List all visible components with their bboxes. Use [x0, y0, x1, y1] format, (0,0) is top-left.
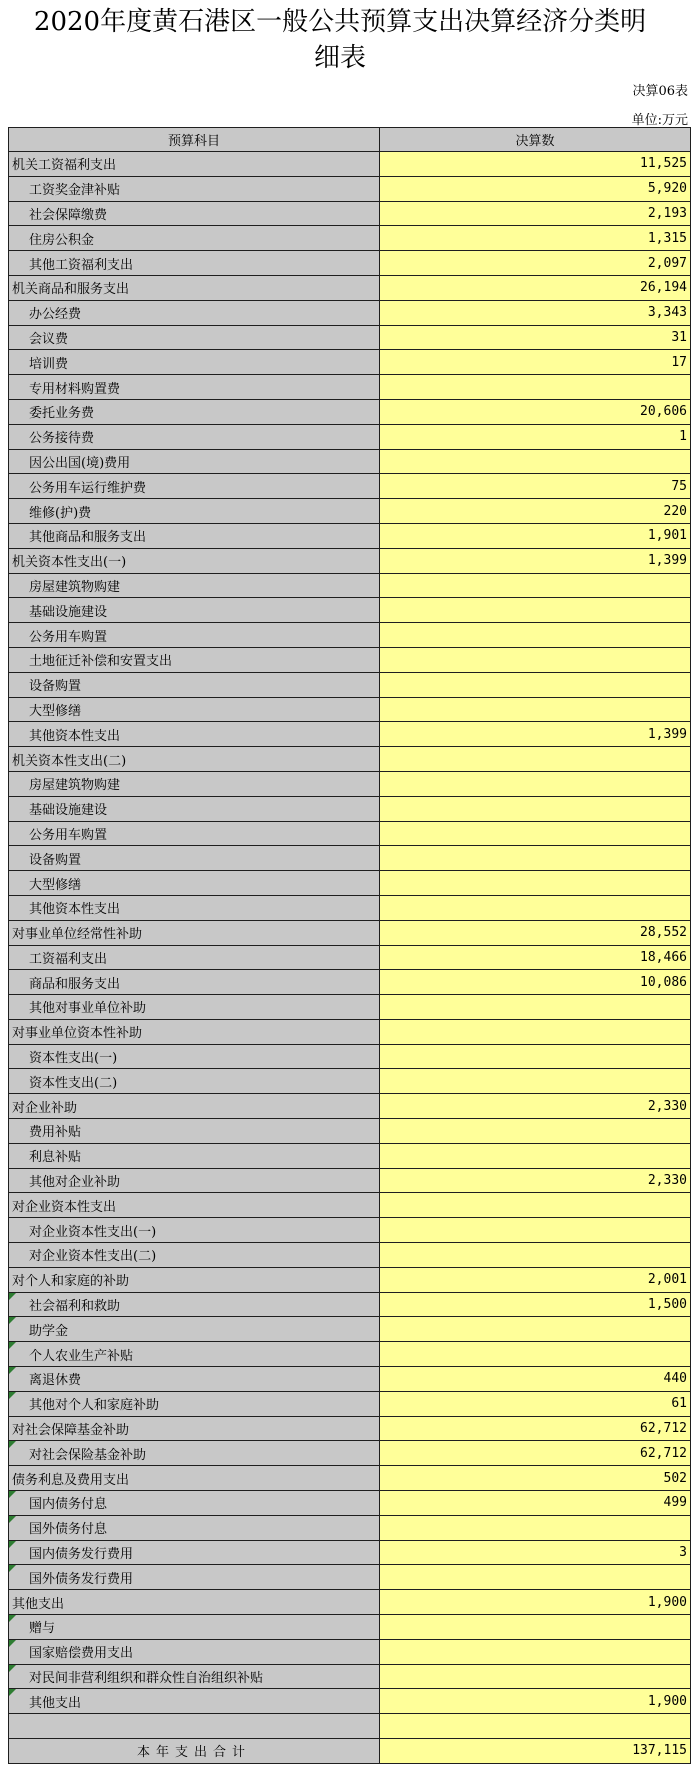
row-amount — [380, 672, 691, 697]
table-row — [9, 1515, 691, 1540]
row-subject: 住房公积金 — [9, 226, 380, 251]
table-row — [9, 424, 691, 449]
table-row — [9, 1119, 691, 1144]
table-row — [9, 1714, 691, 1739]
row-subject: 委托业务费 — [9, 399, 380, 424]
table-row — [9, 226, 691, 251]
table-row — [9, 1069, 691, 1094]
row-amount: 2,097 — [380, 251, 691, 276]
table-row — [9, 1540, 691, 1565]
row-amount — [380, 375, 691, 400]
table-row — [9, 871, 691, 896]
row-amount: 2,001 — [380, 1267, 691, 1292]
row-subject: 公务接待费 — [9, 424, 380, 449]
row-amount — [380, 1119, 691, 1144]
table-row — [9, 821, 691, 846]
row-amount: 28,552 — [380, 920, 691, 945]
row-subject: 费用补贴 — [9, 1119, 380, 1144]
table-row — [9, 499, 691, 524]
table-row — [9, 970, 691, 995]
total-label: 本年支出合计 — [9, 1739, 380, 1764]
row-amount — [380, 1342, 691, 1367]
row-amount — [380, 573, 691, 598]
row-subject: 基础设施建设 — [9, 796, 380, 821]
row-amount: 1,901 — [380, 523, 691, 548]
row-amount: 62,712 — [380, 1441, 691, 1466]
table-header-row — [9, 128, 691, 152]
row-amount — [380, 1615, 691, 1640]
row-subject: 对社会保障基金补助 — [9, 1416, 380, 1441]
row-amount — [380, 647, 691, 672]
row-amount — [380, 1664, 691, 1689]
row-subject: 因公出国(境)费用 — [9, 449, 380, 474]
row-amount: 5,920 — [380, 176, 691, 201]
row-subject: 资本性支出(二) — [9, 1069, 380, 1094]
table-row — [9, 1689, 691, 1714]
table-row — [9, 474, 691, 499]
row-subject: 商品和服务支出 — [9, 970, 380, 995]
row-subject: 对事业单位资本性补助 — [9, 1019, 380, 1044]
row-amount: 1,900 — [380, 1590, 691, 1615]
row-amount: 75 — [380, 474, 691, 499]
row-subject: 国家赔偿费用支出 — [9, 1639, 380, 1664]
table-row — [9, 1466, 691, 1491]
table-row — [9, 771, 691, 796]
row-subject: 离退休费 — [9, 1367, 380, 1392]
row-amount: 502 — [380, 1466, 691, 1491]
row-amount: 18,466 — [380, 945, 691, 970]
row-subject: 土地征迁补偿和安置支出 — [9, 647, 380, 672]
table-row — [9, 275, 691, 300]
table-row — [9, 325, 691, 350]
total-row — [9, 1739, 691, 1764]
row-amount: 1,399 — [380, 548, 691, 573]
row-amount: 220 — [380, 499, 691, 524]
row-subject: 债务利息及费用支出 — [9, 1466, 380, 1491]
table-row — [9, 1664, 691, 1689]
row-subject: 社会福利和救助 — [9, 1292, 380, 1317]
row-amount — [380, 821, 691, 846]
row-subject: 其他对个人和家庭补助 — [9, 1391, 380, 1416]
row-amount: 10,086 — [380, 970, 691, 995]
row-amount: 20,606 — [380, 399, 691, 424]
row-subject: 房屋建筑物购建 — [9, 771, 380, 796]
row-amount — [380, 1317, 691, 1342]
row-amount: 26,194 — [380, 275, 691, 300]
row-amount — [380, 1218, 691, 1243]
row-amount: 2,330 — [380, 1168, 691, 1193]
table-row — [9, 920, 691, 945]
row-subject: 国内债务付息 — [9, 1491, 380, 1516]
table-row — [9, 647, 691, 672]
table-row — [9, 1218, 691, 1243]
row-amount — [380, 449, 691, 474]
table-row — [9, 375, 691, 400]
row-subject: 设备购置 — [9, 846, 380, 871]
row-subject: 会议费 — [9, 325, 380, 350]
row-amount: 2,330 — [380, 1094, 691, 1119]
header-amount: 决算数 — [380, 128, 691, 152]
row-subject: 其他对企业补助 — [9, 1168, 380, 1193]
row-amount — [380, 1565, 691, 1590]
row-subject: 专用材料购置费 — [9, 375, 380, 400]
page-title — [0, 4, 680, 76]
table-row — [9, 1416, 691, 1441]
row-subject: 基础设施建设 — [9, 598, 380, 623]
header-subject: 预算科目 — [9, 128, 380, 152]
row-subject: 对事业单位经常性补助 — [9, 920, 380, 945]
row-amount — [380, 1193, 691, 1218]
row-subject: 其他支出 — [9, 1689, 380, 1714]
table-row — [9, 176, 691, 201]
row-subject: 其他工资福利支出 — [9, 251, 380, 276]
row-subject: 其他资本性支出 — [9, 722, 380, 747]
row-amount — [380, 771, 691, 796]
row-amount — [380, 1243, 691, 1268]
table-row — [9, 672, 691, 697]
row-amount: 499 — [380, 1491, 691, 1516]
table-row — [9, 895, 691, 920]
row-amount: 1 — [380, 424, 691, 449]
table-row — [9, 623, 691, 648]
row-subject: 机关商品和服务支出 — [9, 275, 380, 300]
table-row — [9, 1590, 691, 1615]
row-subject: 对个人和家庭的补助 — [9, 1267, 380, 1292]
row-subject: 国外债务发行费用 — [9, 1565, 380, 1590]
row-amount — [380, 1515, 691, 1540]
table-row — [9, 1615, 691, 1640]
row-subject: 其他对事业单位补助 — [9, 995, 380, 1020]
table-row — [9, 1342, 691, 1367]
table-row — [9, 1639, 691, 1664]
row-subject: 国外债务付息 — [9, 1515, 380, 1540]
row-amount — [380, 598, 691, 623]
row-subject: 利息补贴 — [9, 1143, 380, 1168]
table-row — [9, 201, 691, 226]
row-subject: 对企业资本性支出(二) — [9, 1243, 380, 1268]
row-amount — [380, 1639, 691, 1664]
row-amount: 440 — [380, 1367, 691, 1392]
table-row — [9, 399, 691, 424]
row-amount: 62,712 — [380, 1416, 691, 1441]
row-subject: 个人农业生产补贴 — [9, 1342, 380, 1367]
table-row — [9, 1565, 691, 1590]
row-amount: 1,399 — [380, 722, 691, 747]
row-amount — [380, 995, 691, 1020]
table-row — [9, 697, 691, 722]
row-subject: 设备购置 — [9, 672, 380, 697]
row-subject — [9, 1714, 380, 1739]
row-subject: 国内债务发行费用 — [9, 1540, 380, 1565]
table-row — [9, 449, 691, 474]
total-value: 137,115 — [380, 1739, 691, 1764]
row-amount — [380, 796, 691, 821]
table-row — [9, 573, 691, 598]
table-row — [9, 1441, 691, 1466]
row-subject: 资本性支出(一) — [9, 1044, 380, 1069]
table-row — [9, 1292, 691, 1317]
row-subject: 大型修缮 — [9, 871, 380, 896]
table-row — [9, 1317, 691, 1342]
row-amount — [380, 1019, 691, 1044]
row-subject: 维修(护)费 — [9, 499, 380, 524]
table-row — [9, 598, 691, 623]
row-subject: 对社会保险基金补助 — [9, 1441, 380, 1466]
table-row — [9, 350, 691, 375]
row-subject: 赠与 — [9, 1615, 380, 1640]
table-row — [9, 722, 691, 747]
row-amount: 3,343 — [380, 300, 691, 325]
row-amount: 1,900 — [380, 1689, 691, 1714]
table-row — [9, 945, 691, 970]
row-subject: 公务用车购置 — [9, 623, 380, 648]
table-row — [9, 300, 691, 325]
row-subject: 公务用车购置 — [9, 821, 380, 846]
table-row — [9, 523, 691, 548]
row-amount — [380, 846, 691, 871]
table-code: 决算06表 — [632, 84, 688, 99]
row-subject: 工资福利支出 — [9, 945, 380, 970]
row-amount: 3 — [380, 1540, 691, 1565]
row-subject: 办公经费 — [9, 300, 380, 325]
row-amount: 1,500 — [380, 1292, 691, 1317]
title-line-2: 细表 — [313, 43, 366, 73]
row-amount — [380, 697, 691, 722]
row-subject: 培训费 — [9, 350, 380, 375]
row-amount — [380, 623, 691, 648]
table-row — [9, 1019, 691, 1044]
title-line-1: 2020年度黄石港区一般公共预算支出决算经济分类明 — [33, 7, 647, 37]
row-subject: 对民间非营利组织和群众性自治组织补贴 — [9, 1664, 380, 1689]
row-amount: 2,193 — [380, 201, 691, 226]
table-row — [9, 1094, 691, 1119]
table-row — [9, 1168, 691, 1193]
table-row — [9, 1143, 691, 1168]
table-row — [9, 846, 691, 871]
row-amount — [380, 1044, 691, 1069]
row-amount: 1,315 — [380, 226, 691, 251]
row-subject: 其他支出 — [9, 1590, 380, 1615]
row-amount — [380, 747, 691, 772]
row-amount — [380, 1069, 691, 1094]
row-amount: 11,525 — [380, 152, 691, 177]
table-row — [9, 1491, 691, 1516]
unit-label: 单位:万元 — [631, 113, 688, 128]
table-row — [9, 1367, 691, 1392]
table-row — [9, 747, 691, 772]
table-row — [9, 152, 691, 177]
table-body — [9, 152, 691, 1764]
row-subject: 其他商品和服务支出 — [9, 523, 380, 548]
table-row — [9, 796, 691, 821]
row-subject: 社会保障缴费 — [9, 201, 380, 226]
row-amount — [380, 871, 691, 896]
row-subject: 大型修缮 — [9, 697, 380, 722]
row-subject: 公务用车运行维护费 — [9, 474, 380, 499]
budget-table — [8, 127, 691, 1764]
row-subject: 工资奖金津补贴 — [9, 176, 380, 201]
row-amount: 17 — [380, 350, 691, 375]
row-amount — [380, 895, 691, 920]
table-row — [9, 1243, 691, 1268]
row-amount: 61 — [380, 1391, 691, 1416]
row-subject: 对企业资本性支出 — [9, 1193, 380, 1218]
row-subject: 对企业补助 — [9, 1094, 380, 1119]
row-subject: 对企业资本性支出(一) — [9, 1218, 380, 1243]
table-row — [9, 995, 691, 1020]
row-amount — [380, 1714, 691, 1739]
row-subject: 机关资本性支出(二) — [9, 747, 380, 772]
row-amount: 31 — [380, 325, 691, 350]
row-subject: 机关资本性支出(一) — [9, 548, 380, 573]
table-row — [9, 251, 691, 276]
row-subject: 其他资本性支出 — [9, 895, 380, 920]
row-subject: 机关工资福利支出 — [9, 152, 380, 177]
table-row — [9, 548, 691, 573]
row-subject: 助学金 — [9, 1317, 380, 1342]
table-row — [9, 1044, 691, 1069]
table-row — [9, 1193, 691, 1218]
row-subject: 房屋建筑物购建 — [9, 573, 380, 598]
row-amount — [380, 1143, 691, 1168]
table-row — [9, 1267, 691, 1292]
table-row — [9, 1391, 691, 1416]
